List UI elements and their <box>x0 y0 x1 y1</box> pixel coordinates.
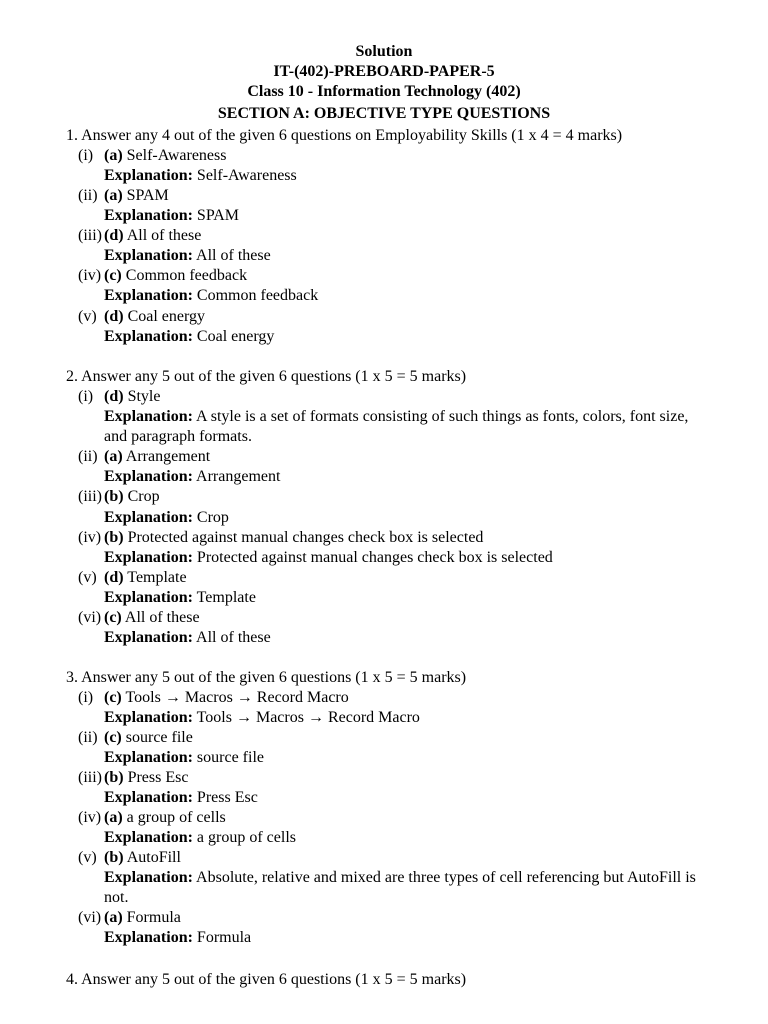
explanation <box>104 828 714 848</box>
header-class-subject: Class 10 - Information Technology (402) <box>247 83 521 100</box>
answer-text: All of these <box>126 227 202 244</box>
answer-option: (c) <box>104 267 122 284</box>
item-number: (ii) <box>78 187 98 204</box>
item-number: (i) <box>78 388 94 405</box>
header-section-title: SECTION A: OBJECTIVE TYPE QUESTIONS <box>217 105 551 122</box>
explanation-label: Explanation: <box>104 629 193 646</box>
item-number: (iv) <box>78 529 102 546</box>
explanation-text: Crop <box>196 509 229 526</box>
explanation-label: Explanation: <box>104 408 193 425</box>
answer-option: (c) <box>104 689 122 706</box>
explanation <box>104 166 714 186</box>
explanation <box>104 407 714 447</box>
explanation-text: Press Esc <box>196 789 258 806</box>
item-number: (v) <box>78 569 97 586</box>
explanation-label: Explanation: <box>104 709 193 726</box>
item-number: (iii) <box>78 227 102 244</box>
question-heading: 3. Answer any 5 out of the given 6 questions (1 x 5 = 5 marks) <box>66 669 467 686</box>
explanation-label: Explanation: <box>104 589 193 606</box>
explanation-text: Coal energy <box>196 328 275 345</box>
explanation-label: Explanation: <box>104 789 193 806</box>
answer-option: (a) <box>104 187 123 204</box>
item-number: (v) <box>78 308 97 325</box>
explanation <box>104 788 714 808</box>
explanation-text: Absolute, relative and mixed are three types of cell referencing but AutoFill is not. <box>104 869 696 906</box>
explanation <box>104 246 714 266</box>
explanation-label: Explanation: <box>104 167 193 184</box>
answer-option: (b) <box>104 529 124 546</box>
answer-item <box>78 848 181 868</box>
answer-item <box>78 808 226 828</box>
item-number: (ii) <box>78 448 98 465</box>
answer-item <box>78 908 181 928</box>
explanation-label: Explanation: <box>104 207 193 224</box>
answer-text: Arrangement <box>125 448 211 465</box>
answer-item <box>78 146 226 166</box>
answer-text: All of these <box>124 609 200 626</box>
explanation <box>104 868 714 908</box>
answer-item <box>78 266 247 286</box>
explanation <box>104 508 714 528</box>
answer-option: (a) <box>104 809 123 826</box>
item-number: (i) <box>78 147 94 164</box>
answer-text: Common feedback <box>125 267 248 284</box>
explanation-text: Self-Awareness <box>196 167 297 184</box>
answer-text: source file <box>125 729 193 746</box>
answer-option: (d) <box>104 388 124 405</box>
item-number: (iii) <box>78 488 102 505</box>
explanation <box>104 286 714 306</box>
explanation-text: Tools → Macros → Record Macro <box>196 709 420 726</box>
answer-item <box>78 447 210 467</box>
answer-text: Self-Awareness <box>126 147 227 164</box>
answer-item <box>78 387 160 407</box>
answer-option: (c) <box>104 729 122 746</box>
explanation-text: Protected against manual changes check box is selected <box>196 549 553 566</box>
item-number: (i) <box>78 689 94 706</box>
item-number: (ii) <box>78 729 98 746</box>
answer-text: Coal energy <box>127 308 206 325</box>
answer-text: a group of cells <box>126 809 226 826</box>
item-number: (iii) <box>78 769 102 786</box>
answer-text: Protected against manual changes check box is selected <box>127 529 484 546</box>
answer-option: (a) <box>104 147 123 164</box>
answer-option: (a) <box>104 448 123 465</box>
item-number: (vi) <box>78 609 102 626</box>
answer-option: (a) <box>104 909 123 926</box>
answer-item <box>78 307 205 327</box>
answer-option: (d) <box>104 308 124 325</box>
answer-item <box>78 768 188 788</box>
answer-item <box>78 528 483 548</box>
explanation-text: Template <box>196 589 256 606</box>
answer-item <box>78 568 187 588</box>
explanation <box>104 206 714 226</box>
answer-text: Template <box>127 569 187 586</box>
explanation-text: All of these <box>196 247 271 264</box>
answer-item <box>78 487 160 507</box>
explanation-label: Explanation: <box>104 869 193 886</box>
answer-text: Crop <box>127 488 160 505</box>
explanation-label: Explanation: <box>104 247 193 264</box>
answer-option: (d) <box>104 227 124 244</box>
answer-text: Style <box>127 388 161 405</box>
explanation-label: Explanation: <box>104 749 193 766</box>
answer-text: Formula <box>126 909 181 926</box>
header-paper-code: IT-(402)-PREBOARD-PAPER-5 <box>273 63 495 80</box>
explanation-label: Explanation: <box>104 829 193 846</box>
explanation-text: source file <box>196 749 264 766</box>
explanation-text: Common feedback <box>196 287 319 304</box>
explanation-text: A style is a set of formats consisting of such things as fonts, colors, font size, and paragraph formats. <box>104 408 689 445</box>
item-number: (iv) <box>78 267 102 284</box>
answer-item <box>78 728 193 748</box>
explanation-text: Arrangement <box>196 468 281 485</box>
question-heading: 4. Answer any 5 out of the given 6 questions (1 x 5 = 5 marks) <box>66 971 467 988</box>
answer-text: AutoFill <box>126 849 181 866</box>
answer-text: Tools → Macros → Record Macro <box>125 689 349 706</box>
answer-option: (d) <box>104 569 124 586</box>
answer-option: (b) <box>104 769 124 786</box>
answer-item <box>78 608 200 628</box>
explanation-label: Explanation: <box>104 328 193 345</box>
explanation-label: Explanation: <box>104 468 193 485</box>
question-heading: 1. Answer any 4 out of the given 6 questions on Employability Skills (1 x 4 = 4 marks) <box>66 127 623 144</box>
explanation-label: Explanation: <box>104 509 193 526</box>
answer-item <box>78 688 349 708</box>
answer-item <box>78 226 201 246</box>
explanation <box>104 548 714 568</box>
answer-option: (b) <box>104 488 124 505</box>
answer-text: Press Esc <box>127 769 189 786</box>
document-header <box>0 42 768 126</box>
explanation-label: Explanation: <box>104 549 193 566</box>
item-number: (iv) <box>78 809 102 826</box>
explanation <box>104 928 714 948</box>
explanation-text: Formula <box>196 929 252 946</box>
answer-item <box>78 186 169 206</box>
explanation-text: SPAM <box>196 207 240 224</box>
explanation <box>104 588 714 608</box>
explanation-text: a group of cells <box>196 829 296 846</box>
answer-option: (b) <box>104 849 124 866</box>
item-number: (v) <box>78 849 97 866</box>
answer-text: SPAM <box>126 187 169 204</box>
answer-option: (c) <box>104 609 122 626</box>
explanation <box>104 708 714 728</box>
explanation <box>104 327 714 347</box>
item-number: (vi) <box>78 909 102 926</box>
explanation-label: Explanation: <box>104 287 193 304</box>
explanation <box>104 628 714 648</box>
explanation-label: Explanation: <box>104 929 193 946</box>
explanation-text: All of these <box>196 629 271 646</box>
question-heading: 2. Answer any 5 out of the given 6 questions (1 x 5 = 5 marks) <box>66 368 467 385</box>
explanation <box>104 467 714 487</box>
explanation <box>104 748 714 768</box>
header-solution: Solution <box>355 43 413 60</box>
